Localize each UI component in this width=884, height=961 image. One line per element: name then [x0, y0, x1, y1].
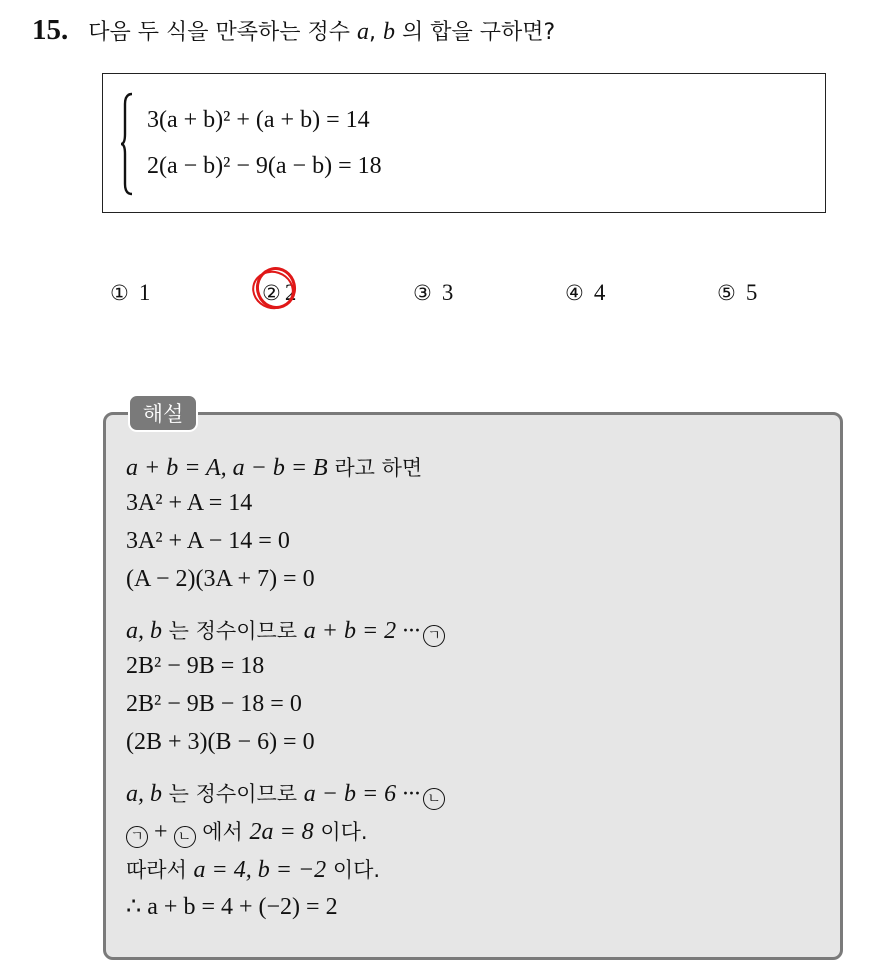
choice-4-value: 4 — [593, 280, 606, 305]
solution-line-4: (A − 2)(3A + 7) = 0 — [126, 566, 315, 592]
solution-tag: 해설 — [128, 394, 198, 432]
sol-l9-math-a: a, b — [126, 781, 162, 807]
equation-1: 3(a + b)² + (a + b) = 14 — [147, 107, 370, 133]
equation-system-box — [102, 73, 826, 213]
sol-l11-text-b: 이다. — [326, 858, 381, 882]
choice-1-symbol: ① — [110, 281, 129, 305]
sol-l1-text: 라고 하면 — [327, 456, 423, 480]
marker-giyeok-ref-icon: ㄱ — [126, 826, 148, 848]
sol-l10-math: 2a = 8 — [249, 819, 314, 845]
question-text — [88, 15, 555, 46]
left-brace-icon — [121, 92, 133, 196]
sol-l5-text: 는 정수이므로 — [162, 619, 304, 643]
marker-nieun-icon: ㄴ — [423, 788, 445, 810]
sol-l5-math-b: a + b = 2 ··· — [303, 618, 421, 644]
question-text-before: 다음 두 식을 만족하는 정수 — [88, 20, 357, 45]
solution-line-7: 2B² − 9B − 18 = 0 — [126, 691, 302, 717]
solution-line-8: (2B + 3)(B − 6) = 0 — [126, 729, 315, 755]
marker-nieun-ref-icon: ㄴ — [174, 826, 196, 848]
question-text-after: 의 합을 구하면? — [395, 20, 556, 45]
solution-line-5 — [126, 615, 445, 647]
solution-line-9 — [126, 778, 445, 810]
solution-line-10 — [126, 816, 368, 848]
sol-l9-math-b: a − b = 6 ··· — [303, 781, 421, 807]
solution-line-3: 3A² + A − 14 = 0 — [126, 528, 290, 554]
sol-l11-text-a: 따라서 — [126, 858, 194, 882]
sol-l5-math-a: a, b — [126, 618, 162, 644]
marker-giyeok-icon: ㄱ — [423, 625, 445, 647]
choice-4[interactable] — [565, 280, 605, 306]
solution-line-1 — [126, 452, 422, 482]
question-header — [32, 14, 555, 50]
choice-2-symbol: ② — [262, 281, 281, 305]
sol-l11-math: a = 4, b = −2 — [193, 857, 327, 883]
choice-3-value: 3 — [441, 280, 454, 305]
choice-2-value: 2 — [284, 280, 297, 305]
solution-line-2: 3A² + A = 14 — [126, 490, 253, 516]
sol-l10-text-a: 에서 — [195, 820, 250, 844]
solution-line-6: 2B² − 9B = 18 — [126, 653, 265, 679]
choice-5[interactable] — [717, 280, 757, 306]
choice-5-value: 5 — [745, 280, 758, 305]
choice-1-value: 1 — [138, 280, 151, 305]
choice-5-symbol: ⑤ — [717, 281, 736, 305]
answer-choices — [110, 276, 810, 312]
sol-l1-math: a + b = A, a − b = B — [126, 455, 328, 481]
solution-line-11 — [126, 854, 380, 884]
choice-4-symbol: ④ — [565, 281, 584, 305]
choice-3[interactable] — [413, 280, 453, 306]
sol-l10-text-b: 이다. — [313, 820, 368, 844]
choice-1[interactable] — [110, 280, 150, 306]
equation-2: 2(a − b)² − 9(a − b) = 18 — [147, 153, 382, 179]
question-var-a: a — [357, 19, 369, 45]
question-comma: , — [369, 20, 383, 45]
question-var-b: b — [383, 19, 395, 45]
solution-line-12: ∴ a + b = 4 + (−2) = 2 — [126, 894, 338, 920]
sol-l9-text: 는 정수이므로 — [162, 782, 304, 806]
sol-l10-plus: + — [148, 819, 174, 845]
question-number: 15. — [32, 14, 69, 46]
choice-3-symbol: ③ — [413, 281, 432, 305]
